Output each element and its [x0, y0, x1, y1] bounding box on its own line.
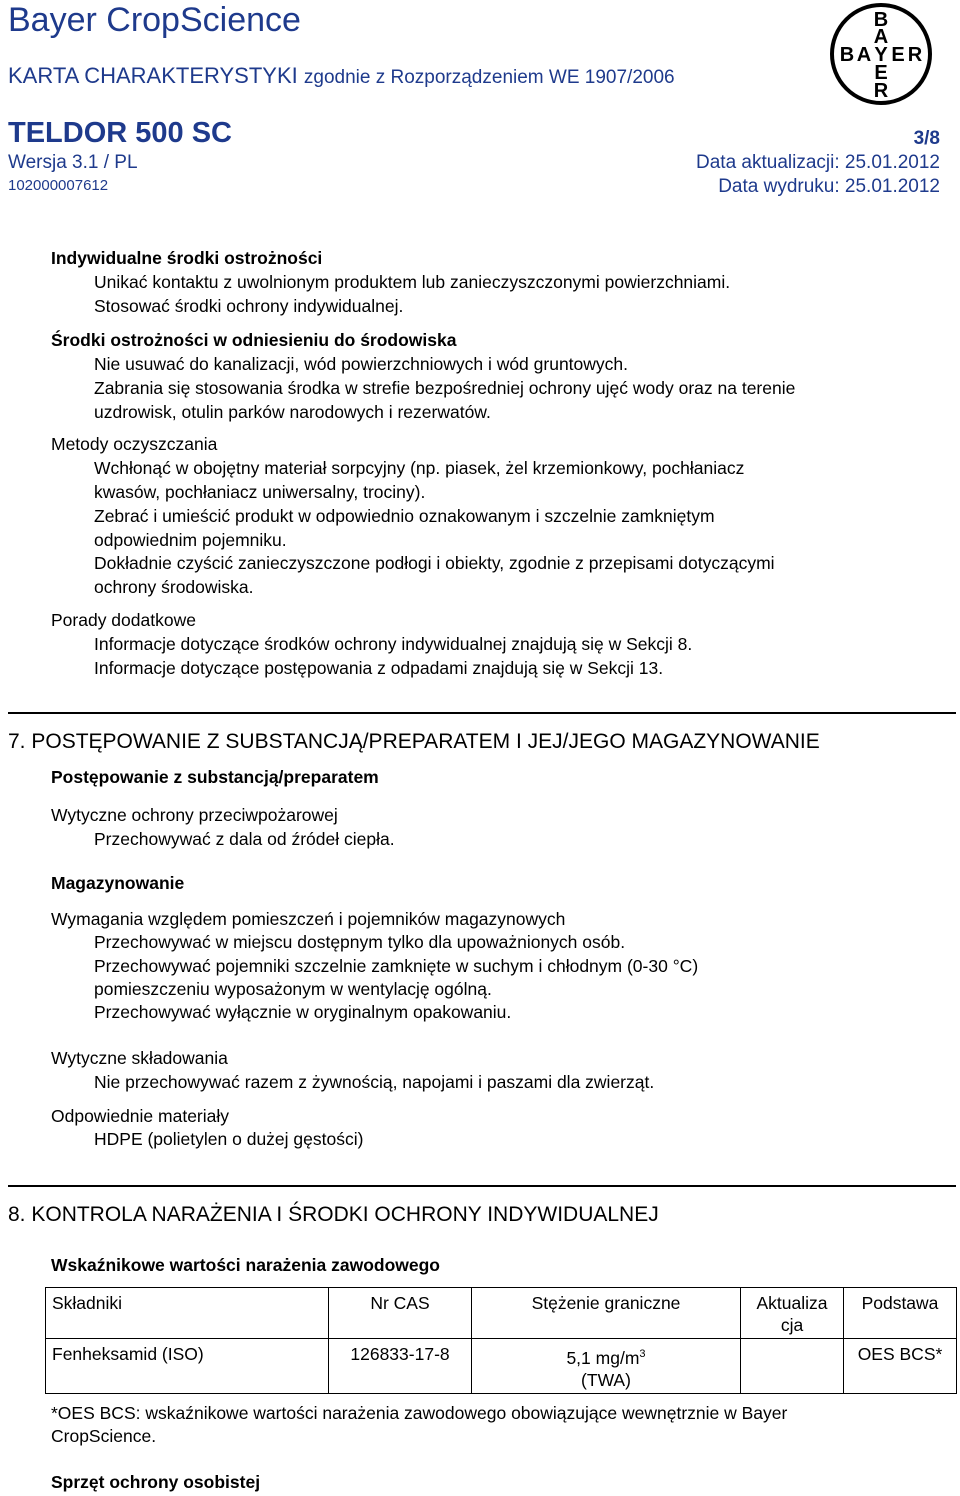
table-header-cell: Stężenie graniczne	[472, 1288, 741, 1339]
precautions-line: Stosować środki ochrony indywidualnej.	[94, 296, 404, 316]
cleaning-heading: Metody oczyszczania	[51, 434, 218, 454]
storage-guidelines-line: Nie przechowywać razem z żywnością, napojami i paszami dla zwierząt.	[94, 1072, 655, 1092]
logo-letter-r-vertical: R	[873, 80, 889, 102]
fire-protection-heading: Wytyczne ochrony przeciwpożarowej	[51, 805, 338, 825]
table-cell-limit	[472, 1339, 741, 1394]
bayer-cross-logo	[829, 2, 933, 106]
fire-protection-line: Przechowywać z dala od źródeł ciepła.	[94, 829, 395, 849]
footnote: *OES BCS: wskaźnikowe wartości narażenia zawodowego obowiązujące wewnętrznie w Bayer	[51, 1403, 788, 1423]
materials-heading: Odpowiednie materiały	[51, 1106, 230, 1126]
environment-heading: Środki ostrożności w odniesieniu do środowiska	[51, 330, 457, 350]
storage-requirements-line: Przechowywać wyłącznie w oryginalnym opakowaniu.	[94, 1002, 512, 1022]
advice-line: Informacje dotyczące środków ochrony indywidualnej znajdują się w Sekcji 8.	[94, 634, 693, 654]
document-type	[8, 62, 675, 92]
print-date: Data wydruku: 25.01.2012	[718, 176, 940, 197]
storage-requirements-heading: Wymagania względem pomieszczeń i pojemników magazynowych	[51, 909, 566, 929]
storage-guidelines-heading: Wytyczne składowania	[51, 1048, 228, 1068]
advice-line: Informacje dotyczące postępowania z odpadami znajdują się w Sekcji 13.	[94, 658, 664, 678]
company-name: Bayer CropScience	[8, 1, 301, 39]
exposure-limits-heading: Wskaźnikowe wartości narażenia zawodowego	[51, 1255, 440, 1275]
storage-requirements-line: pomieszczeniu wyposażonym w wentylację ogólną.	[94, 979, 492, 999]
table-header-cell: Składniki	[46, 1288, 329, 1339]
logo-letter-e: E	[891, 44, 905, 66]
limit-type: (TWA)	[581, 1370, 631, 1390]
environment-line: Nie usuwać do kanalizacji, wód powierzchniowych i wód gruntowych.	[94, 354, 629, 374]
logo-letter-a-vertical: A	[873, 26, 889, 48]
table-cell-update	[741, 1339, 844, 1394]
storage-requirements-line: Przechowywać w miejscu dostępnym tylko dla upoważnionych osób.	[94, 932, 626, 952]
cleaning-line: Zebrać i umieścić produkt w odpowiednio oznakowanym i szczelnie zamkniętym	[94, 506, 715, 526]
cleaning-line: Wchłonąć w obojętny materiał sorpcyjny (np. piasek, żel krzemionkowy, pochłaniacz	[94, 458, 745, 478]
cleaning-line: ochrony środowiska.	[94, 577, 254, 597]
environment-line: uzdrowisk, otulin parków narodowych i rezerwatów.	[94, 402, 491, 422]
version-label: Wersja 3.1 / PL	[8, 152, 138, 173]
materials-line: HDPE (polietylen o dużej gęstości)	[94, 1129, 364, 1149]
cleaning-line: odpowiednim pojemniku.	[94, 530, 287, 550]
limit-exponent: 3	[639, 1348, 646, 1360]
environment-line: Zabrania się stosowania środka w strefie bezpośredniej ochrony ujęć wody oraz na terenie	[94, 378, 796, 398]
storage-requirements-line: Przechowywać pojemniki szczelnie zamknięte w suchym i chłodnym (0-30 °C)	[94, 956, 699, 976]
handling-heading: Postępowanie z substancją/preparatem	[51, 767, 379, 787]
table-header-cell: Podstawa	[844, 1288, 957, 1339]
section-divider	[8, 712, 956, 714]
table-header-cell: Aktualiza cja	[741, 1288, 844, 1339]
table-cell-basis: OES BCS*	[844, 1339, 957, 1394]
precautions-heading: Indywidualne środki ostrożności	[51, 248, 323, 268]
section-7-title: 7. POSTĘPOWANIE Z SUBSTANCJĄ/PREPARATEM I JEJ/JEGO MAGAZYNOWANIE	[8, 730, 820, 753]
cleaning-line: kwasów, pochłaniacz uniwersalny, trociny).	[94, 482, 426, 502]
table-row	[46, 1339, 957, 1394]
update-date: Data aktualizacji: 25.01.2012	[696, 152, 940, 173]
document-type-regulation: zgodnie z Rozporządzeniem WE 1907/2006	[303, 67, 675, 88]
storage-heading: Magazynowanie	[51, 873, 185, 893]
logo-letter-b: B	[873, 9, 889, 31]
ppe-heading: Sprzęt ochrony osobistej	[51, 1472, 261, 1492]
section-divider	[8, 1185, 956, 1187]
table-cell-cas: 126833-17-8	[329, 1339, 472, 1394]
section-8-title: 8. KONTROLA NARAŻENIA I ŚRODKI OCHRONY INDYWIDUALNEJ	[8, 1203, 659, 1226]
logo-letter-e-vertical: E	[874, 62, 888, 84]
advice-heading: Porady dodatkowe	[51, 610, 196, 630]
page-number: 3/8	[913, 128, 940, 149]
cleaning-line: Dokładnie czyścić zanieczyszczone podłogi i obiekty, zgodnie z przepisami dotyczącymi	[94, 553, 775, 573]
document-number: 102000007612	[8, 177, 109, 194]
table-cell-component: Fenheksamid (ISO)	[46, 1339, 329, 1394]
limit-value: 5,1 mg/m	[566, 1348, 640, 1368]
precautions-line: Unikać kontaktu z uwolnionym produktem lub zanieczyszczonymi powierzchniami.	[94, 272, 731, 292]
product-name: TELDOR 500 SC	[8, 117, 232, 149]
footnote: CropScience.	[51, 1426, 157, 1446]
logo-letter-r: R	[907, 44, 923, 66]
logo-letter-a: A	[856, 44, 872, 66]
table-header-cell: Nr CAS	[329, 1288, 472, 1339]
document-type-main: KARTA CHARAKTERYSTYKI	[8, 63, 298, 88]
exposure-limits-table	[45, 1287, 957, 1394]
table-header-row	[46, 1288, 957, 1339]
logo-letter-b-h: B	[839, 44, 855, 66]
logo-letter-y: Y	[874, 44, 888, 66]
